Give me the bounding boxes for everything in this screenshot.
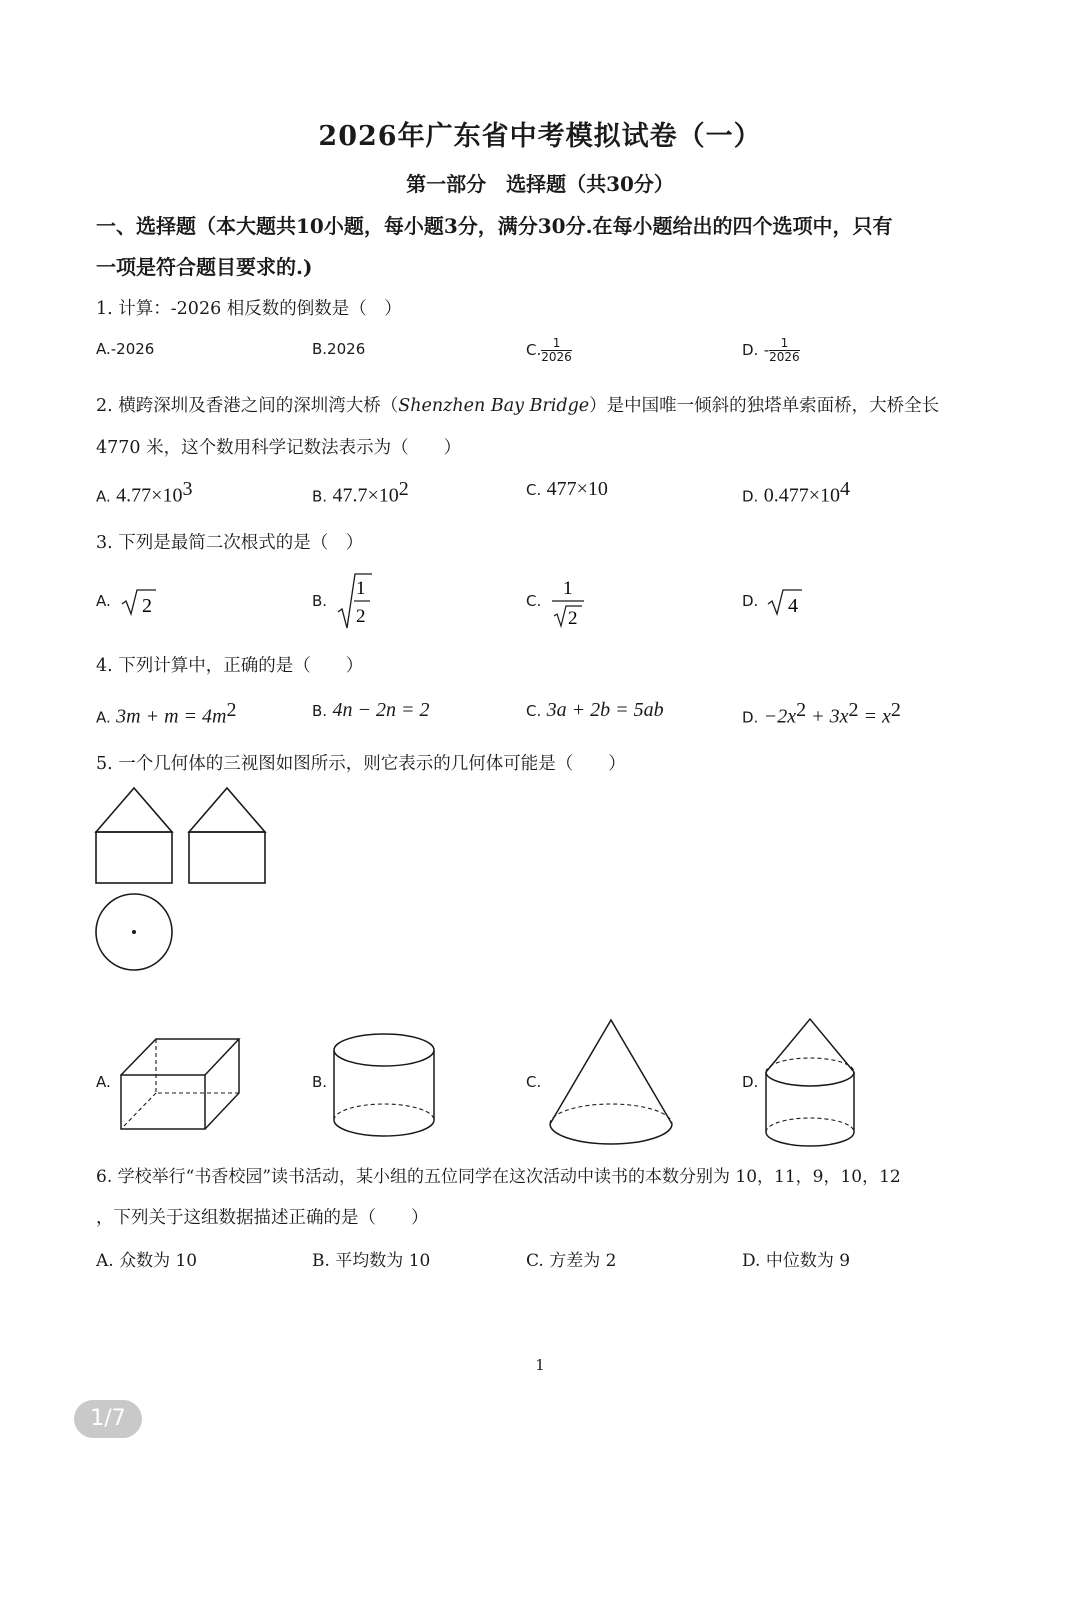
option-exponent: 3 (182, 478, 193, 500)
fraction-denominator: 2026 (541, 350, 572, 364)
q2-option-c (526, 478, 608, 501)
q6-option-d: D. 中位数为 9 (742, 1251, 851, 1271)
option-exponent: 2 (226, 699, 237, 721)
cone-sides (550, 1020, 672, 1124)
q2-text-post: ）是中国唯一倾斜的独塔单索面桥，大桥全长 (589, 396, 940, 416)
fraction-denominator: 2026 (769, 350, 800, 364)
q5-option-a-label: A. (96, 1073, 111, 1091)
option-label: B. (312, 702, 328, 720)
q1-option-d-label: D. (742, 341, 759, 359)
denominator: 2 (356, 606, 366, 627)
q1-option-c-fraction (541, 337, 572, 364)
radicand: 4 (788, 595, 798, 617)
q5-option-b-cylinder (330, 1030, 440, 1140)
q5-option-d-cone-on-cylinder (762, 1016, 862, 1152)
section-instructions-line2: 一项是符合题目要求的.) (96, 255, 313, 279)
q5-option-a-cuboid (118, 1035, 243, 1135)
q6-option-a: A. 众数为 10 (96, 1251, 198, 1271)
option-label: D. (742, 487, 759, 506)
question-6-text-line2: ，下列关于这组数据描述正确的是（ ） (96, 1208, 429, 1228)
q1-option-d-fraction (769, 337, 800, 364)
option-exponent: 4 (840, 478, 851, 500)
q1-option-b: B.2026 (312, 340, 366, 358)
q5-option-b-label: B. (312, 1073, 328, 1091)
q6-option-b: B. 平均数为 10 (312, 1251, 431, 1271)
question-2-text-line2: 4770 米，这个数用科学记数法表示为（ ） (96, 438, 462, 458)
front-view-triangle (96, 788, 172, 832)
cylinder-bottom-front (766, 1132, 854, 1146)
q6-option-c: C. 方差为 2 (526, 1251, 617, 1271)
option-expression: 3a + 2b = 5ab (546, 699, 664, 721)
option-exponent: 2 (398, 478, 409, 500)
question-2-text-line1 (96, 392, 939, 417)
cone-base-front (550, 1124, 672, 1144)
page-indicator-badge[interactable]: 1/7 (74, 1400, 142, 1438)
option-expression: 4.77×10 (116, 484, 183, 507)
cylinder-top-front (766, 1072, 854, 1086)
q3-option-d-label: D. (742, 592, 759, 610)
fraction-numerator: 1 (769, 337, 800, 351)
q2-option-a (96, 478, 192, 508)
q2-text-pre: 2. 横跨深圳及香港之间的深圳湾大桥（ (96, 396, 399, 416)
option-label: A. (96, 708, 111, 727)
three-views-figure (90, 780, 280, 980)
section-instructions-line1: 一、选择题（本大题共10小题，每小题3分，满分30分.在每小题给出的四个选项中，只有 (96, 214, 893, 238)
q3-option-d-sqrt (766, 586, 806, 618)
option-expression: 3m + m = 4m (116, 705, 227, 728)
numerator: 1 (356, 578, 366, 599)
option-label: D. (742, 708, 759, 727)
top-view-center-dot (132, 930, 136, 934)
option-expression: 477×10 (546, 478, 608, 500)
exam-title: 2026年广东省中考模拟试卷（一） (318, 121, 762, 152)
expr-exponent: 2 (848, 699, 859, 721)
side-view-triangle (189, 788, 265, 832)
q1-option-c-label: C. (526, 341, 542, 359)
cone-base-hidden (550, 1104, 672, 1124)
question-6-text-line1: 6. 学校举行“书香校园”读书活动，某小组的五位同学在这次活动中读书的本数分别为 10，11，9，10，12 (96, 1167, 901, 1187)
cuboid-hidden-edges (121, 1039, 239, 1129)
cuboid-front-face (121, 1075, 205, 1129)
cylinder-bottom-hidden (766, 1118, 854, 1132)
cone-sides (766, 1019, 854, 1072)
numerator: 1 (563, 578, 573, 599)
q1-option-c (526, 337, 572, 364)
option-label: B. (312, 487, 328, 506)
question-3-text: 3. 下列是最简二次根式的是（ ） (96, 533, 364, 553)
question-1-text: 1. 计算：-2026 相反数的倒数是（ ） (96, 299, 402, 319)
part-heading: 第一部分 选择题（共30分） (406, 172, 674, 196)
side-view-rectangle (189, 832, 265, 883)
expr-part: = x (858, 705, 891, 728)
option-label: A. (96, 487, 111, 506)
cylinder-sides (766, 1072, 854, 1132)
front-view-rectangle (96, 832, 172, 883)
expr-part: −2x (763, 705, 797, 728)
cylinder-top-ellipse (334, 1034, 434, 1066)
option-label: C. (526, 481, 542, 499)
radicand: 2 (568, 608, 578, 629)
option-expression: 47.7×10 (332, 484, 399, 507)
q2-text-english: Shenzhen Bay Bridge (398, 396, 590, 416)
cylinder-bottom-hidden (334, 1104, 434, 1120)
cylinder-bottom-front (334, 1120, 434, 1136)
q1-option-d (742, 337, 800, 364)
option-expression: 0.477×10 (763, 484, 841, 507)
q1-option-a: A.-2026 (96, 340, 155, 358)
cylinder-top-hidden (766, 1058, 854, 1072)
question-4-text: 4. 下列计算中，正确的是（ ） (96, 656, 364, 676)
q5-option-d-label: D. (742, 1073, 759, 1091)
q3-option-a-sqrt (120, 586, 160, 618)
q3-option-b-sqrt-fraction (336, 572, 376, 632)
q2-option-b (312, 478, 409, 508)
cuboid-top-right-edges (121, 1039, 239, 1129)
fraction-numerator: 1 (541, 337, 572, 351)
option-expression: 4n − 2n = 2 (332, 699, 430, 721)
q2-option-d (742, 478, 850, 508)
q4-option-d (742, 699, 901, 729)
q5-option-c-label: C. (526, 1073, 542, 1091)
page-number: 1 (535, 1356, 545, 1374)
q1-option-d-sign: - (763, 341, 770, 359)
q5-option-c-cone (546, 1016, 676, 1150)
cylinder-sides (334, 1050, 434, 1120)
option-label: C. (526, 702, 542, 720)
radicand: 2 (142, 595, 152, 617)
q3-option-b-label: B. (312, 592, 328, 610)
q4-option-c (526, 699, 664, 722)
q3-option-c-label: C. (526, 592, 542, 610)
expr-exponent: 2 (796, 699, 807, 721)
expr-part: + 3x (806, 705, 849, 728)
q3-option-a-label: A. (96, 592, 111, 610)
q4-option-b (312, 699, 429, 722)
question-5-text: 5. 一个几何体的三视图如图所示，则它表示的几何体可能是（ ） (96, 754, 626, 774)
q3-option-c-fraction-sqrt (550, 572, 594, 632)
q4-option-a (96, 699, 237, 729)
expr-exponent: 2 (890, 699, 901, 721)
